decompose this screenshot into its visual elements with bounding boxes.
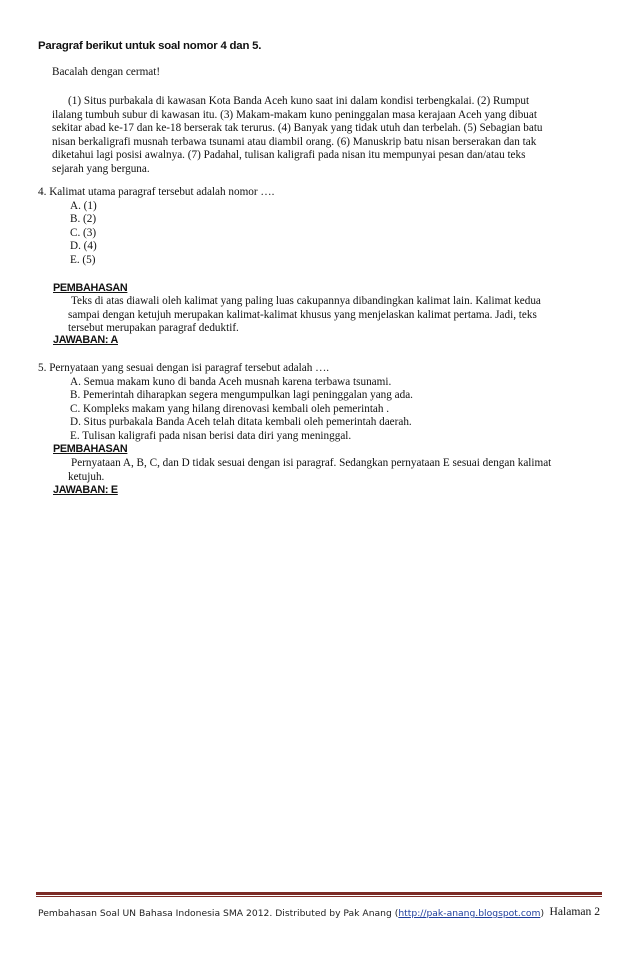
option-c: C. Kompleks makam yang hilang direnovasi kembali oleh pemerintah . — [70, 402, 390, 415]
explanation-5 — [68, 457, 598, 484]
explanation-line: Teks di atas diawali oleh kalimat yang paling luas cakupannya dibandingkan kalimat lain. Kalimat kedua — [71, 295, 541, 307]
footer-link[interactable]: http://pak-anang.blogspot.com — [398, 908, 541, 919]
option-d: D. (4) — [70, 240, 97, 253]
option-e: E. (5) — [70, 253, 96, 266]
question-5 — [38, 362, 598, 444]
option-c: C. (3) — [70, 226, 97, 239]
explanation-line: ketujuh. — [68, 470, 105, 483]
question-4 — [38, 186, 598, 268]
question-text: 5. Pernyataan yang sesuai dengan isi paragraf tersebut adalah …. — [38, 362, 330, 374]
instruction-text: Bacalah dengan cermat! — [52, 66, 161, 78]
footer-credit: Pembahasan Soal UN Bahasa Indonesia SMA 2012. Distributed by Pak Anang ( — [38, 908, 399, 919]
question-text: 4. Kalimat utama paragraf tersebut adalah nomor …. — [38, 186, 275, 198]
explanation-4 — [68, 295, 598, 336]
options-list — [70, 376, 598, 444]
page-number: Halaman 2 — [549, 905, 600, 918]
option-b: B. Pemerintah diharapkan segera mengumpulkan lagi peninggalan yang ada. — [70, 389, 413, 402]
explanation-line: Pernyataan A, B, C, dan D tidak sesuai dengan isi paragraf. Sedangkan pernyataan E sesuai dengan kalimat — [71, 457, 552, 469]
answer-4: JAWABAN: A — [53, 334, 118, 346]
passage-line: sekitar abad ke-17 dan ke-18 berserak tak terurus. (4) Banyak yang tidak utuh dan terbelah. (5) Sebagian batu — [52, 122, 543, 135]
options-list — [70, 200, 598, 268]
passage — [52, 95, 600, 177]
passage-line: nisan berkaligrafi musnah terbawa tsunami atau diambil orang. (6) Manuskrip batu nisan berserakan dan tak — [52, 135, 537, 148]
pembahasan-label: PEMBAHASAN — [53, 443, 128, 455]
explanation-line: tersebut merupakan paragraf deduktif. — [68, 322, 239, 335]
option-d: D. Situs purbakala Banda Aceh telah ditata kembali oleh pemerintah daerah. — [70, 416, 412, 429]
footer-text — [38, 907, 602, 921]
passage-line: sejarah yang berguna. — [52, 162, 150, 175]
option-b: B. (2) — [70, 213, 97, 226]
answer-5: JAWABAN: E — [53, 484, 118, 496]
option-e: E. Tulisan kaligrafi pada nisan berisi data diri yang meninggal. — [70, 429, 352, 442]
passage-line: diketahui lagi posisi awalnya. (7) Padahal, tulisan kaligrafi pada nisan itu mempunyai pesan dan/atau teks — [52, 149, 526, 162]
option-a: A. Semua makam kuno di banda Aceh musnah karena terbawa tsunami. — [70, 375, 392, 388]
footer-rule — [36, 892, 602, 895]
option-a: A. (1) — [70, 199, 97, 212]
footer-credit-end: ) — [540, 908, 545, 919]
passage-line: (1) Situs purbakala di kawasan Kota Banda Aceh kuno saat ini dalam kondisi terbengkalai. (2) Rumput — [68, 95, 530, 107]
explanation-line: sampai dengan ketujuh merupakan kalimat-kalimat khusus yang menjelaskan kalimat pertama. Jadi, teks — [68, 308, 537, 321]
passage-line: ilalang tumbuh subur di kawasan itu. (3) Makam-makam kuno peninggalan masa kerajaan Aceh yang dibuat — [52, 108, 537, 121]
section-heading: Paragraf berikut untuk soal nomor 4 dan 5. — [38, 40, 262, 52]
footer-rule-thin — [36, 896, 602, 897]
pembahasan-label: PEMBAHASAN — [53, 282, 128, 294]
